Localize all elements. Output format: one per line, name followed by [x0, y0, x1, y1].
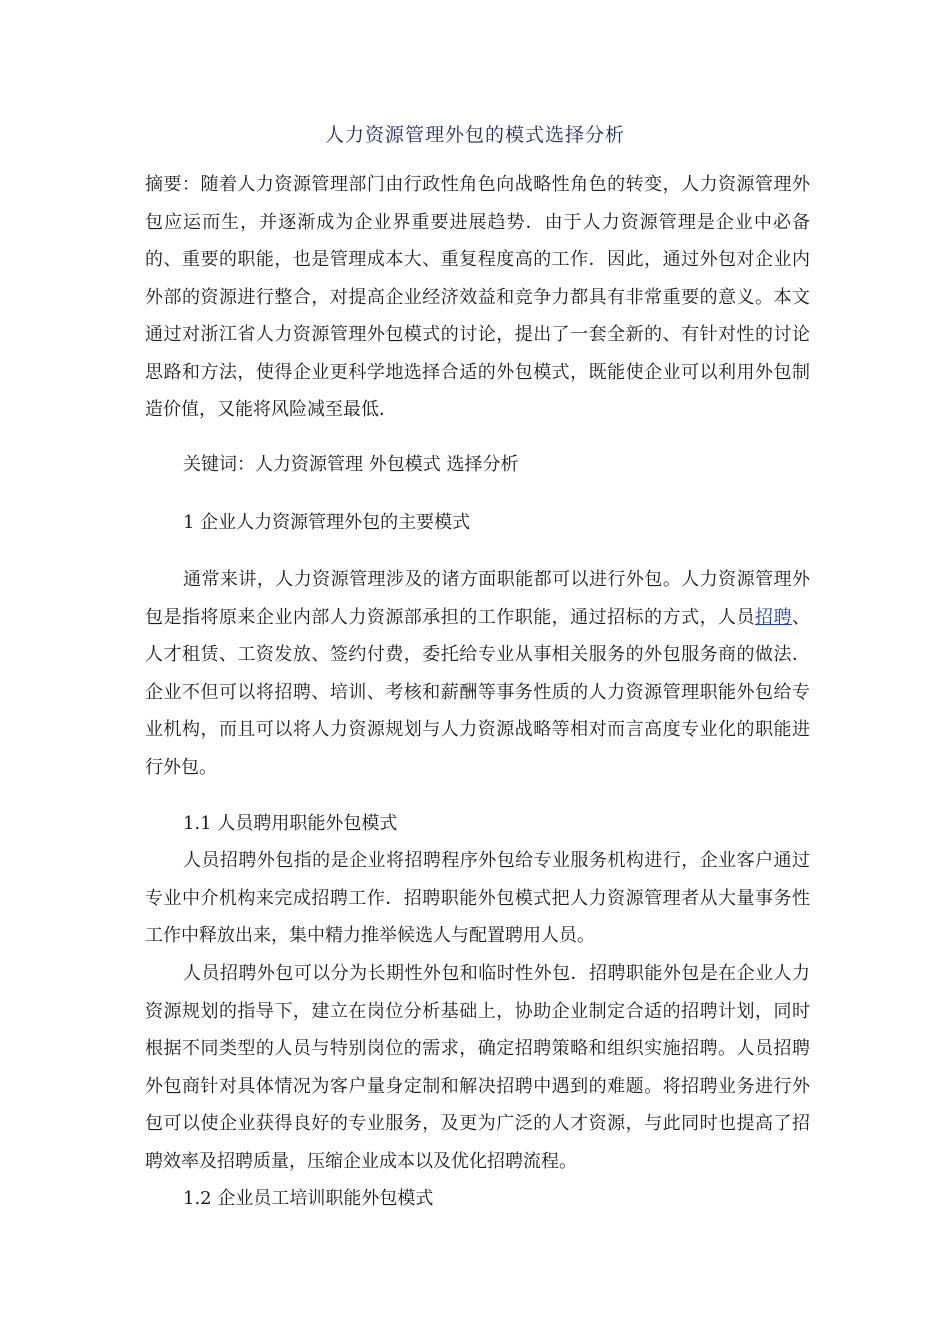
keywords-line: 关键词：人力资源管理 外包模式 选择分析: [183, 454, 519, 475]
section-1-1-paragraph-2: 人员招聘外包可以分为长期性外包和临时性外包．招聘职能外包是在企业人力资源规划的指导下，建立在岗位分析基础上，协助企业制定合适的招聘计划，同时根据不同类型的人员与特别岗位的需求，确定招聘策略和组织实施招聘。人员招聘外包商针对具体情况为客户量身定制和解决招聘中遇到的难题。将招聘业务进行外包可以使企业获得良好的专业服务，及更为广泛的人才资源，与此同时也提高了招聘效率及招聘质量，压缩企业成本以及优化招聘流程。: [145, 963, 810, 1172]
section-1-heading: 1 企业人力资源管理外包的主要模式: [183, 512, 471, 533]
recruitment-link[interactable]: 招聘: [755, 606, 793, 628]
section-1-text-part2: 、人才租赁、工资发放、签约付费，委托给专业从事相关服务的外包服务商的做法．企业不但可以将招聘、培训、考核和薪酬等事务性质的人力资源管理职能外包给专业机构，而且可以将人力资源规划与人力资源战略等相对而言高度专业化的职能进行外包。: [145, 606, 811, 778]
section-1-text-part1: 通常来讲，人力资源管理涉及的诸方面职能都可以进行外包。人力资源管理外包是指将原来企业内部人力资源部承担的工作职能，通过招标的方式，人员: [145, 569, 810, 628]
abstract-paragraph: 摘要：随着人力资源管理部门由行政性角色向战略性角色的转变，人力资源管理外包应运而生，并逐渐成为企业界重要进展趋势．由于人力资源管理是企业中必备的、重要的职能，也是管理成本大、重复程度高的工作．因此，通过外包对企业内外部的资源进行整合，对提高企业经济效益和竞争力都具有非常重要的意义。本文通过对浙江省人力资源管理外包模式的讨论，提出了一套全新的、有针对性的讨论思路和方法，使得企业更科学地选择合适的外包模式，既能使企业可以利用外包制造价值，又能将风险减至最低．: [145, 174, 810, 420]
section-1-2-heading: 1.2 企业员工培训职能外包模式: [183, 1188, 434, 1209]
section-1-1-paragraph-1: 人员招聘外包指的是企业将招聘程序外包给专业服务机构进行，企业客户通过专业中介机构来完成招聘工作．招聘职能外包模式把人力资源管理者从大量事务性工作中释放出来，集中精力推举候选人与配置聘用人员。: [145, 850, 810, 946]
document-title: 人力资源管理外包的模式选择分析: [324, 124, 625, 146]
section-1-paragraph: [145, 561, 810, 786]
section-1-1-heading: 1.1 人员聘用职能外包模式: [183, 813, 398, 834]
